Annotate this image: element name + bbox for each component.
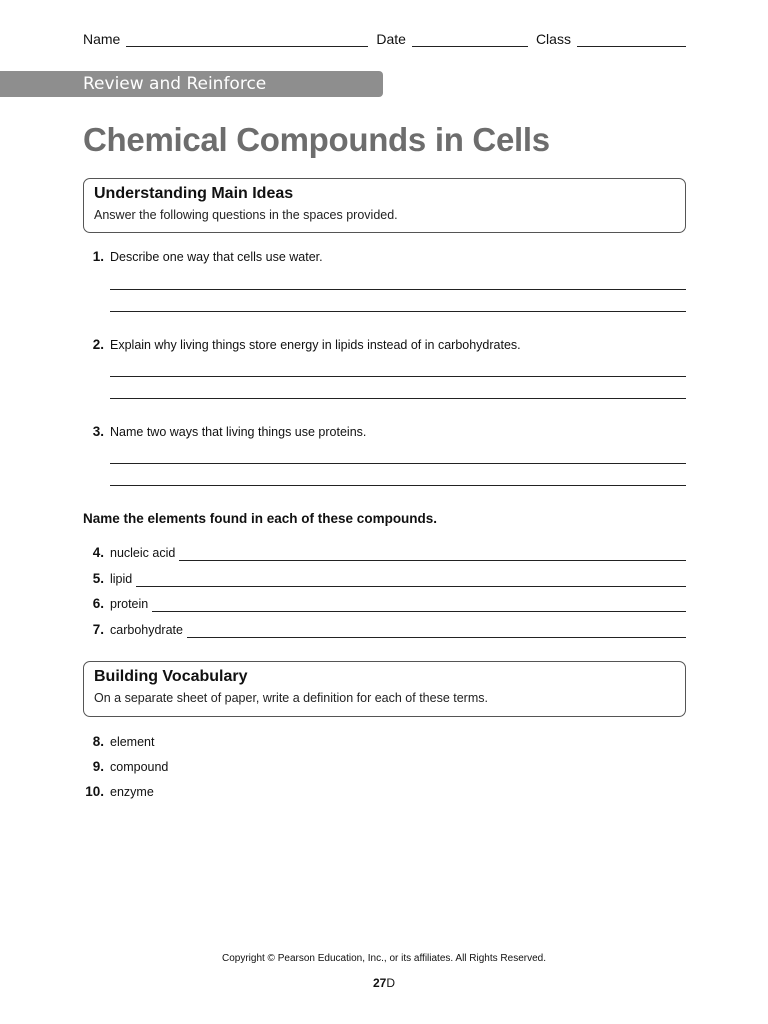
main-ideas-instructions: Answer the following questions in the spaces provided. xyxy=(94,208,398,222)
question-number: 1. xyxy=(92,249,104,264)
class-label: Class xyxy=(535,31,571,47)
question-number: 5. xyxy=(92,571,104,586)
question-number: 9. xyxy=(92,759,104,774)
vocabulary-instructions: On a separate sheet of paper, write a definition for each of these terms. xyxy=(94,691,488,705)
compound-row-6 xyxy=(83,594,686,612)
compound-label: carbohydrate xyxy=(110,623,183,637)
question-number: 2. xyxy=(92,337,104,352)
page-title: Chemical Compounds in Cells xyxy=(83,121,550,158)
answer-line[interactable] xyxy=(110,311,686,312)
name-field[interactable] xyxy=(126,32,368,47)
date-field[interactable] xyxy=(412,32,528,47)
compound-label: protein xyxy=(110,597,149,611)
question-text: Name two ways that living things use proteins. xyxy=(110,425,367,439)
question-text: Explain why living things store energy in lipids instead of in carbohydrates. xyxy=(110,338,521,352)
page-number xyxy=(0,976,768,990)
question-number: 4. xyxy=(92,545,104,560)
question-number: 6. xyxy=(92,596,104,611)
answer-line[interactable] xyxy=(110,376,686,377)
question-number: 7. xyxy=(92,622,104,637)
answer-line[interactable] xyxy=(110,398,686,399)
date-label: Date xyxy=(376,31,406,47)
compound-row-5 xyxy=(83,569,686,587)
page-number-value: 27 xyxy=(372,976,387,990)
compound-label: lipid xyxy=(110,572,133,586)
question-number: 10. xyxy=(85,784,104,799)
question-text: Describe one way that cells use water. xyxy=(110,250,323,264)
vocabulary-box xyxy=(83,661,686,717)
header-fields xyxy=(83,31,686,47)
copyright-notice: Copyright © Pearson Education, Inc., or its affiliates. All Rights Reserved. xyxy=(221,953,546,964)
compound-row-7 xyxy=(83,620,686,638)
answer-line[interactable] xyxy=(110,289,686,290)
page-number-suffix: D xyxy=(386,976,396,990)
elements-instruction: Name the elements found in each of these compounds. xyxy=(83,511,438,526)
vocab-term: compound xyxy=(110,760,169,774)
question-number: 3. xyxy=(92,424,104,439)
answer-line[interactable] xyxy=(179,546,686,561)
main-ideas-box xyxy=(83,178,686,233)
main-ideas-heading: Understanding Main Ideas xyxy=(94,185,294,202)
banner-text: Review and Reinforce xyxy=(83,74,267,94)
compound-label: nucleic acid xyxy=(110,546,176,560)
vocabulary-heading: Building Vocabulary xyxy=(94,668,248,685)
answer-line[interactable] xyxy=(110,485,686,486)
section-banner xyxy=(0,71,383,97)
answer-line[interactable] xyxy=(187,623,686,638)
question-number: 8. xyxy=(92,734,104,749)
vocab-term: enzyme xyxy=(110,785,154,799)
answer-line[interactable] xyxy=(152,597,686,612)
class-field[interactable] xyxy=(577,32,686,47)
answer-line[interactable] xyxy=(136,572,686,587)
answer-line[interactable] xyxy=(110,463,686,464)
name-label: Name xyxy=(83,31,121,47)
compound-row-4 xyxy=(83,543,686,561)
vocab-term: element xyxy=(110,735,155,749)
